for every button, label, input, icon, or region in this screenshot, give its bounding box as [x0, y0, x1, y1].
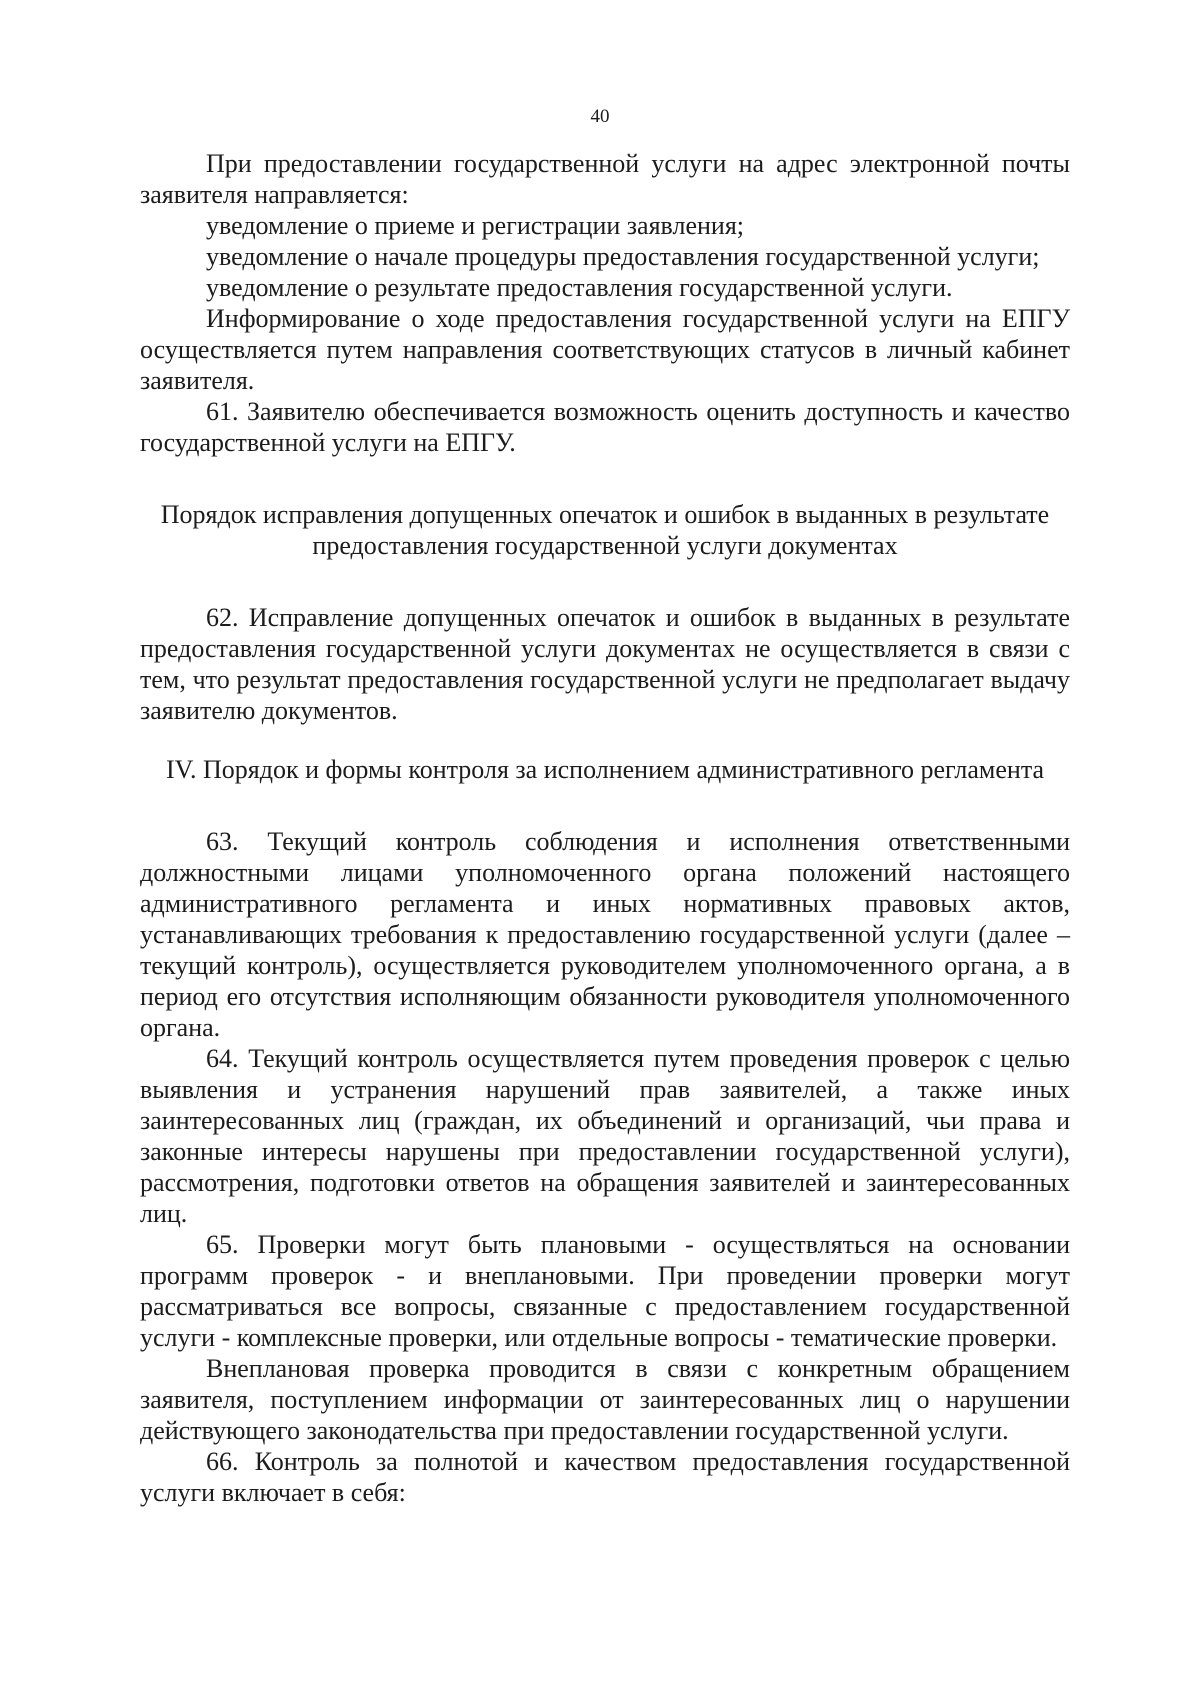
paragraph-65: 65. Проверки могут быть плановыми - осуществляться на основании программ проверок - и внеплановыми. При проведении проверки могут рассматриваться все вопросы, связанные с предоставлением государственной услуги - комплексные проверки, или отдельные вопросы - тематические проверки.	[140, 1230, 1070, 1352]
notification-item: уведомление о приеме и регистрации заявления;	[206, 211, 745, 240]
paragraph-unscheduled-inspection: Внеплановая проверка проводится в связи с конкретным обращением заявителя, поступлением информации от заинтересованных лиц о нарушении действующего законодательства при предоставлении государственной услуги.	[140, 1354, 1070, 1445]
document-body	[140, 148, 1070, 1508]
paragraph-63: 63. Текущий контроль соблюдения и исполнения ответственными должностными лицами уполномоченного органа положений настоящего административного регламента и иных нормативных правовых актов, устанавливающих требования к предоставлению государственной услуги (далее – текущий контроль), осуществляется руководителем уполномоченного органа, а в период его отсутствия исполняющим обязанности руководителя уполномоченного органа.	[140, 827, 1070, 1042]
paragraph-email-notifications: При предоставлении государственной услуги на адрес электронной почты заявителя направляется:	[140, 149, 1070, 209]
page-number: 40	[590, 106, 610, 127]
section-heading-iv: IV. Порядок и формы контроля за исполнением административного регламента	[165, 755, 1045, 784]
paragraph-64: 64. Текущий контроль осуществляется путем проведения проверок с целью выявления и устранения нарушений прав заявителей, а также иных заинтересованных лиц (граждан, их объединений и организаций, чьи права и законные интересы нарушены при предоставлении государственной услуги), рассмотрения, подготовки ответов на обращения заявителей и заинтересованных лиц.	[140, 1044, 1070, 1228]
paragraph-informing: Информирование о ходе предоставления государственной услуги на ЕПГУ осуществляется путем направления соответствующих статусов в личный кабинет заявителя.	[140, 304, 1070, 395]
paragraph-62: 62. Исправление допущенных опечаток и ошибок в выданных в результате предоставления государственной услуги документах не осуществляется в связи с тем, что результат предоставления государственной услуги не предполагает выдачу заявителю документов.	[140, 603, 1070, 725]
notification-item: уведомление о начале процедуры предоставления государственной услуги;	[206, 242, 1040, 271]
paragraph-66: 66. Контроль за полнотой и качеством предоставления государственной услуги включает в себя:	[140, 1447, 1070, 1507]
section-heading-corrections: Порядок исправления допущенных опечаток и ошибок в выданных в результате предоставления государственной услуги документах	[160, 500, 1050, 560]
notification-item: уведомление о результате предоставления государственной услуги.	[206, 273, 953, 302]
paragraph-61: 61. Заявителю обеспечивается возможность оценить доступность и качество государственной услуги на ЕПГУ.	[140, 397, 1070, 457]
